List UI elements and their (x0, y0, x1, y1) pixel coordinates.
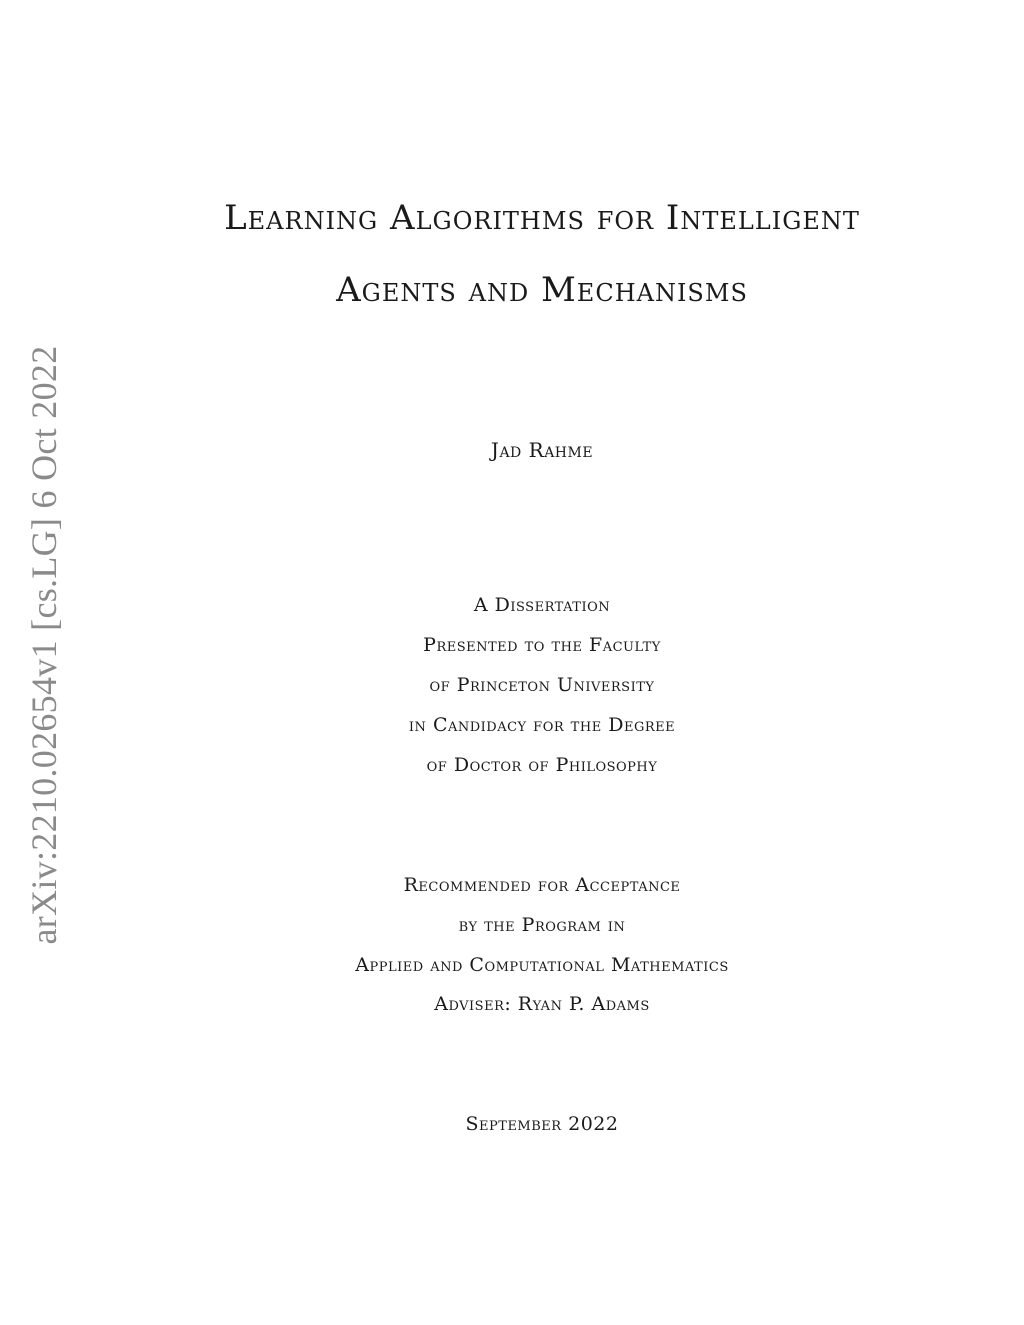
recommendation-line: Applied and Computational Mathematics (355, 954, 729, 976)
dissertation-line: of Doctor of Philosophy (426, 754, 658, 776)
author-name: Jad Rahme (490, 438, 594, 462)
recommendation-line: Recommended for Acceptance (403, 874, 681, 896)
dissertation-line: A Dissertation (473, 594, 611, 616)
title-line-2: Agents and Mechanisms (336, 270, 748, 310)
dissertation-line: in Candidacy for the Degree (408, 714, 676, 736)
recommendation-line: by the Program in (458, 914, 626, 936)
arxiv-stamp-text: arXiv:2210.02654v1 [cs.LG] 6 Oct 2022 (24, 345, 64, 945)
title-line-1: Learning Algorithms for Intelligent (224, 198, 860, 238)
dissertation-line: of Princeton University (429, 674, 655, 696)
adviser-line: Adviser: Ryan P. Adams (434, 993, 650, 1015)
dissertation-line: Presented to the Faculty (423, 634, 661, 656)
submission-date: September 2022 (465, 1113, 619, 1135)
